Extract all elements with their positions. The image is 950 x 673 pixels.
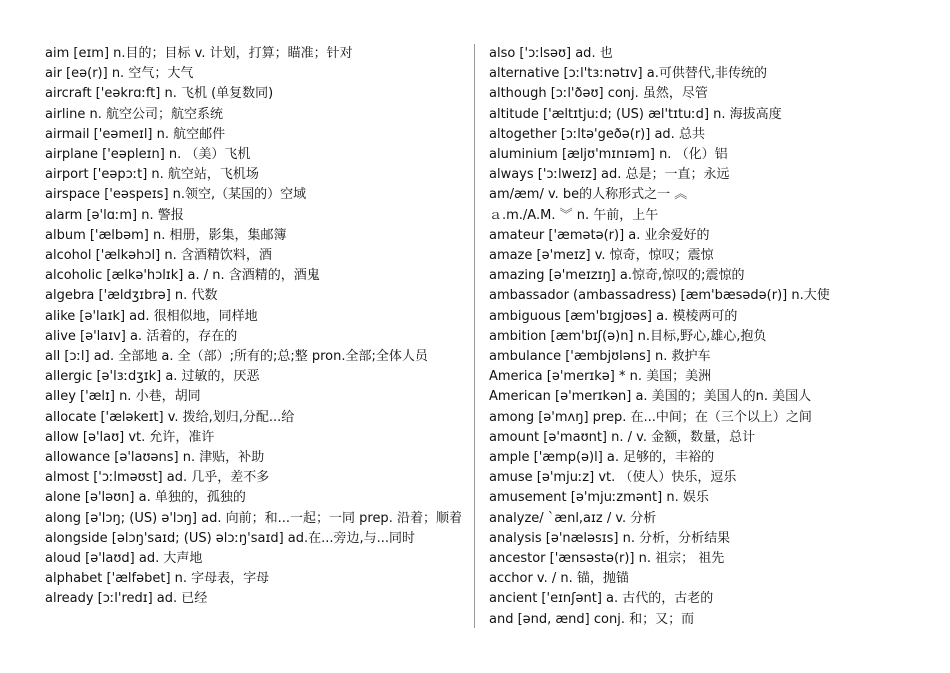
entry-alternative: alternative [ɔːl'tɜːnətɪv] a.可供替代,非传统的 xyxy=(489,66,767,82)
entry-aloud: aloud [ə'laʊd] ad. 大声地 xyxy=(45,551,203,567)
entry-ancestor: ancestor ['ænsəstə(r)] n. 祖宗； 祖先 xyxy=(489,551,725,567)
entry-aircraft: aircraft ['eəkrɑːft] n. 飞机 (单复数同) xyxy=(45,86,274,102)
entry-am-pm: ａ.m./A.M. ︾ n. 午前，上午 xyxy=(489,207,659,223)
entry-alike: alike [ə'laɪk] ad. 很相似地，同样地 xyxy=(45,308,258,324)
entry-alcoholic: alcoholic [ælkə'hɔlɪk] a. / n. 含酒精的，酒鬼 xyxy=(45,268,320,284)
entry-ambiguous: ambiguous [æm'bɪgjʊəs] a. 模棱两可的 xyxy=(489,308,738,324)
entry-amateur: amateur ['æmətə(r)] a. 业余爱好的 xyxy=(489,227,710,243)
entry-album: album ['ælbəm] n. 相册，影集，集邮簿 xyxy=(45,227,287,243)
entry-allow: allow [ə'laʊ] vt. 允许，准许 xyxy=(45,429,215,445)
entry-am: am/æm/ v. be的人称形式之一 ︽ xyxy=(489,187,688,203)
entry-allergic: allergic [ə'lɜːdʒɪk] a. 过敏的，厌恶 xyxy=(45,369,260,385)
right-column xyxy=(489,44,909,630)
entry-although: although [ɔːl'ðəʊ] conj. 虽然，尽管 xyxy=(489,86,708,102)
entry-already: already [ɔːl'redɪ] ad. 已经 xyxy=(45,591,208,607)
entry-amount: amount [ə'maʊnt] n. / v. 金额，数量，总计 xyxy=(489,429,756,445)
entry-allocate: allocate ['æləkeɪt] v. 拨给,划归,分配...给 xyxy=(45,409,295,425)
entry-alone: alone [ə'ləʊn] a. 单独的，孤独的 xyxy=(45,490,246,506)
entry-all: all [ɔːl] ad. 全部地 a. 全（部）;所有的;总;整 pron.全部;全体人员 xyxy=(45,349,428,365)
entry-aim: aim [eɪm] n.目的；目标 v. 计划，打算；瞄准；针对 xyxy=(45,46,353,61)
entry-alcohol: alcohol ['ælkəhɔl] n. 含酒精饮料，酒 xyxy=(45,248,272,264)
entry-altogether: altogether [ɔːltə'geðə(r)] ad. 总共 xyxy=(489,126,705,142)
entry-airmail: airmail ['eəmeɪl] n. 航空邮件 xyxy=(45,126,226,142)
left-column xyxy=(45,44,465,610)
entry-amazing: amazing [ə'meɪzɪŋ] a.惊奇,惊叹的;震惊的 xyxy=(489,268,745,284)
entry-air: air [eə(r)] n. 空气；大气 xyxy=(45,66,194,82)
entry-acchor: acchor v. / n. 锚，抛锚 xyxy=(489,571,629,587)
entry-airline: airline n. 航空公司；航空系统 xyxy=(45,106,224,122)
entry-airspace: airspace ['eəspeɪs] n.领空,（某国的）空域 xyxy=(45,187,307,203)
column-divider xyxy=(474,44,475,628)
entry-along: along [ə'lɔŋ; (US) ə'lɔŋ] ad. 向前；和...一起；一同 prep. 沿着；顺着 xyxy=(45,510,462,526)
entry-airplane: airplane ['eəpleɪn] n. （美）飞机 xyxy=(45,147,251,163)
entry-always: always ['ɔːlweɪz] ad. 总是；一直；永远 xyxy=(489,167,730,183)
entry-altitude: altitude ['æltɪtjuːd; (US) æl'tɪtuːd] n. 海拔高度 xyxy=(489,106,782,122)
entry-ambassador: ambassador (ambassadress) [æm'bæsədə(r)] n.大使 xyxy=(489,288,830,304)
entry-among: among [ə'mʌŋ] prep. 在...中间；在（三个以上）之间 xyxy=(489,409,812,425)
entry-amusement: amusement [ə'mjuːzmənt] n. 娱乐 xyxy=(489,490,709,506)
entry-airport: airport ['eəpɔːt] n. 航空站，飞机场 xyxy=(45,167,259,183)
entry-algebra: algebra ['ældʒɪbrə] n. 代数 xyxy=(45,288,218,304)
entry-almost: almost ['ɔːlməʊst] ad. 几乎，差不多 xyxy=(45,470,270,486)
entry-aluminium: aluminium [æljʊ'mɪnɪəm] n. （化）铝 xyxy=(489,147,728,163)
entry-also: also ['ɔːlsəʊ] ad. 也 xyxy=(489,46,613,61)
entry-and: and [ənd, ænd] conj. 和；又；而 xyxy=(489,611,695,627)
entry-ample: ample ['æmp(ə)l] a. 足够的，丰裕的 xyxy=(489,450,715,466)
entry-alley: alley ['ælɪ] n. 小巷，胡同 xyxy=(45,389,201,405)
entry-alive: alive [ə'laɪv] a. 活着的，存在的 xyxy=(45,328,238,344)
entry-amaze: amaze [ə'meɪz] v. 惊奇，惊叹；震惊 xyxy=(489,248,714,264)
entry-alarm: alarm [ə'lɑːm] n. 警报 xyxy=(45,207,184,223)
entry-ambition: ambition [æm'bɪʃ(ə)n] n.目标,野心,雄心,抱负 xyxy=(489,328,767,344)
entry-ancient: ancient ['eɪnʃənt] a. 古代的，古老的 xyxy=(489,591,714,607)
entry-american: American [ə'merɪkən] a. 美国的；美国人的n. 美国人 xyxy=(489,389,812,405)
entry-analyze: analyze/ `ænl,aɪz / v. 分析 xyxy=(489,510,657,526)
entry-alongside: alongside [əlɔŋ'saɪd; (US) əlɔːŋ'saɪd] ad.在...旁边,与...同时 xyxy=(45,530,416,546)
entry-analysis: analysis [ə'næləsɪs] n. 分析，分析结果 xyxy=(489,530,731,546)
entry-america: America [ə'merɪkə] * n. 美国；美洲 xyxy=(489,369,712,385)
entry-amuse: amuse [ə'mjuːz] vt. （使人）快乐，逗乐 xyxy=(489,470,737,486)
entry-alphabet: alphabet ['ælfəbet] n. 字母表，字母 xyxy=(45,571,270,587)
entry-allowance: allowance [ə'laʊəns] n. 津贴，补助 xyxy=(45,450,265,466)
entry-ambulance: ambulance ['æmbjʊləns] n. 救护车 xyxy=(489,349,711,365)
